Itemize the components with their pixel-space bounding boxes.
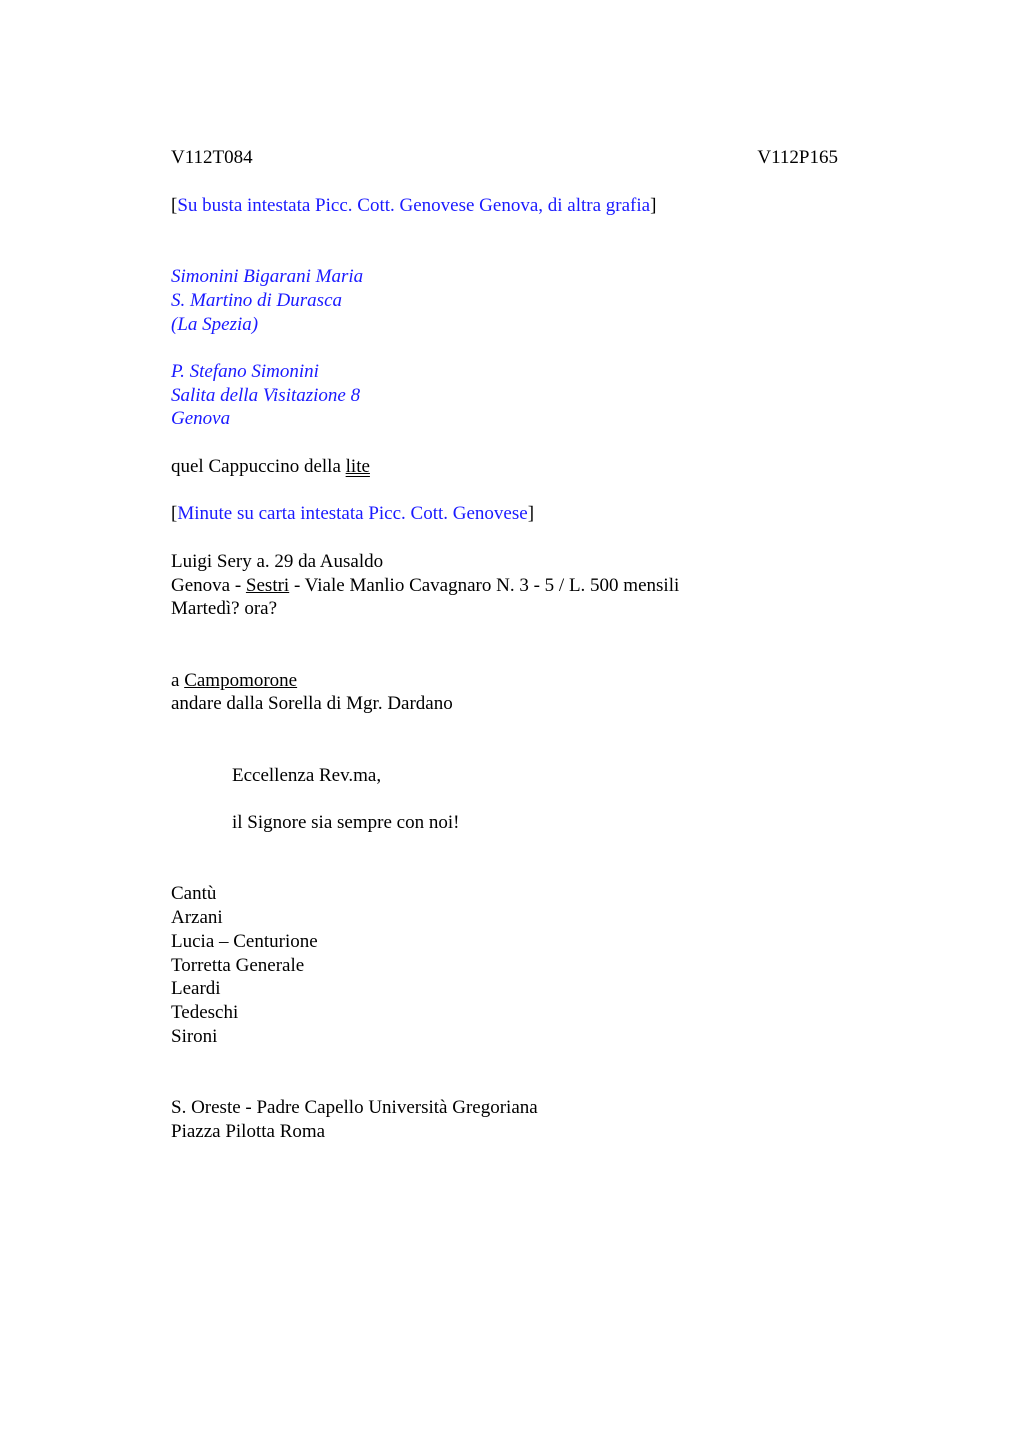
envelope-note-text: Su busta intestata Picc. Cott. Genovese Genova, di altra grafia xyxy=(177,195,651,216)
sender-name: P. Stefano Simonini xyxy=(171,361,319,382)
name-arzani: Arzani xyxy=(171,907,223,928)
luigi-line-2-prefix: Genova - xyxy=(171,575,246,596)
luigi-line-3: Martedì? ora? xyxy=(171,598,278,619)
name-lucia-centurione: Lucia – Centurione xyxy=(171,931,318,952)
bracket-close: ] xyxy=(650,195,657,216)
name-sironi: Sironi xyxy=(171,1026,218,1047)
cappuccino-word: lite xyxy=(345,456,370,477)
campomorone-line-1 xyxy=(171,669,297,693)
letter-salutation: Eccellenza Rev.ma, xyxy=(232,765,382,786)
oreste-line-1: S. Oreste - Padre Capello Università Gregoriana xyxy=(171,1097,538,1118)
letter-greeting: il Signore sia sempre con noi! xyxy=(232,812,460,833)
luigi-line-2 xyxy=(171,574,679,598)
name-tedeschi: Tedeschi xyxy=(171,1002,239,1023)
recipient-name: Simonini Bigarani Maria xyxy=(171,266,364,287)
minute-note-text: Minute su carta intestata Picc. Cott. Genovese xyxy=(177,503,528,524)
bracket-close: ] xyxy=(527,503,535,524)
name-cantu: Cantù xyxy=(171,883,217,904)
bracket-open: [ xyxy=(171,503,178,524)
luigi-line-2-sestri: Sestri xyxy=(245,575,290,596)
luigi-line-2-suffix: - Viale Manlio Cavagnaro N. 3 - 5 / L. 500 mensili xyxy=(289,575,680,596)
cappuccino-prefix: quel Cappuccino della xyxy=(171,456,346,477)
minute-note xyxy=(171,502,534,526)
sender-street: Salita della Visitazione 8 xyxy=(171,385,361,406)
sender-city: Genova xyxy=(171,408,231,429)
header-right-code: V112P165 xyxy=(757,147,838,168)
recipient-province: (La Spezia) xyxy=(171,314,259,335)
campomorone-line-2: andare dalla Sorella di Mgr. Dardano xyxy=(171,693,453,714)
campomorone-place: Campomorone xyxy=(184,670,298,691)
name-torretta-generale: Torretta Generale xyxy=(171,955,305,976)
name-leardi: Leardi xyxy=(171,978,221,999)
luigi-line-1: Luigi Sery a. 29 da Ausaldo xyxy=(171,551,384,572)
bracket-open: [ xyxy=(171,195,178,216)
cappuccino-line xyxy=(171,455,370,479)
recipient-place: S. Martino di Durasca xyxy=(171,290,342,311)
envelope-note xyxy=(171,194,656,218)
header-left-code: V112T084 xyxy=(171,147,253,168)
campomorone-prefix: a xyxy=(171,670,185,691)
oreste-line-2: Piazza Pilotta Roma xyxy=(171,1121,326,1142)
